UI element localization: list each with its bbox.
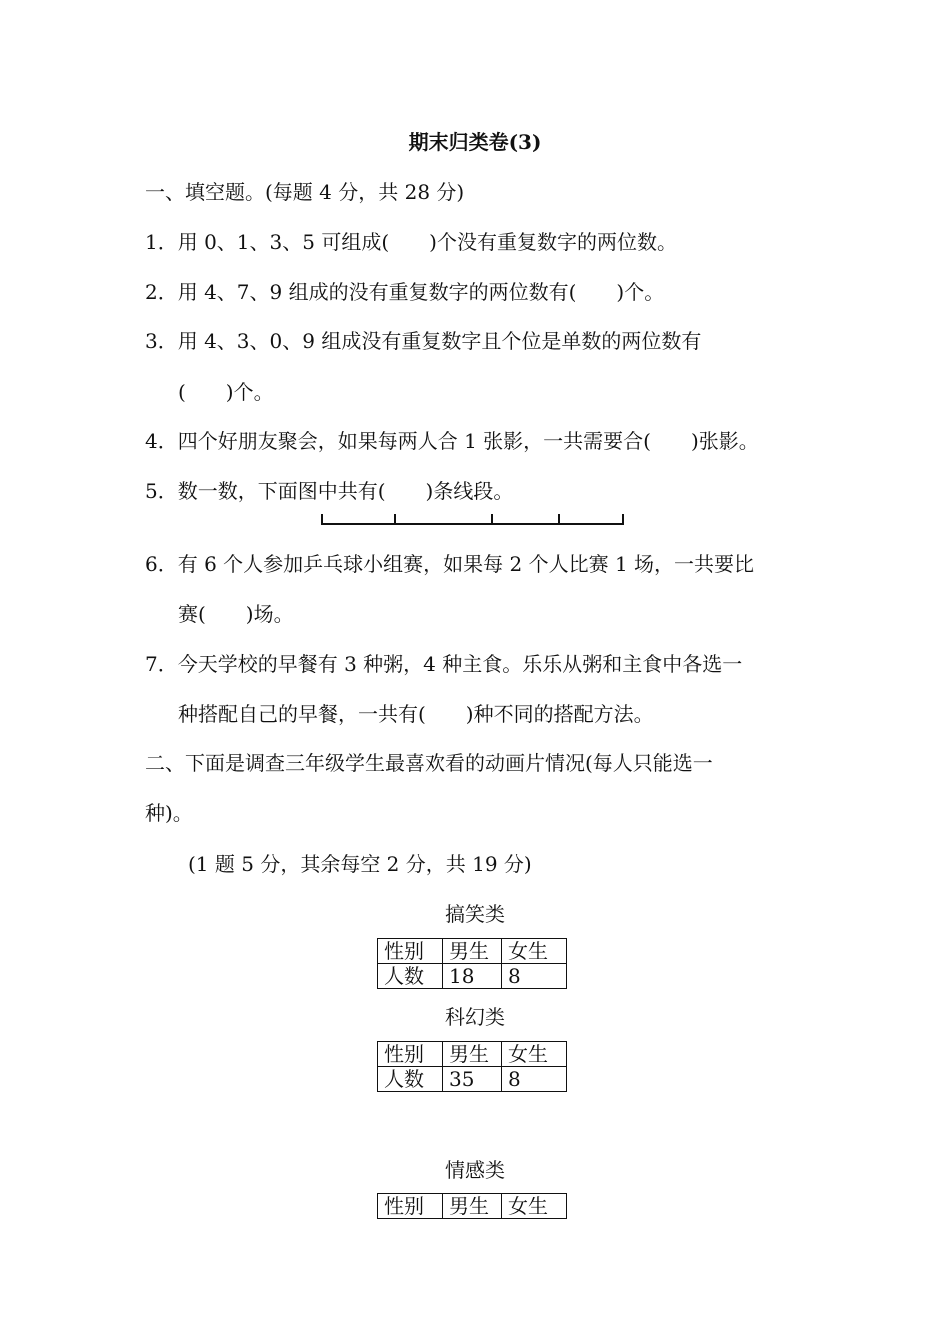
table-caption-emotion: 情感类 [445,1158,505,1182]
table-emotion [377,1193,567,1219]
line-segment-figure [320,512,625,528]
table-cell: 男生 [443,1194,502,1219]
table-cell: 人数 [378,964,443,989]
table-header-row [378,939,567,964]
table-cell: 女生 [502,939,567,964]
table-cell: 8 [502,1067,567,1092]
table-cell: 人数 [378,1067,443,1092]
question-2: 2．用 4、7、9 组成的没有重复数字的两位数有( )个。 [145,280,665,304]
table-cell: 35 [443,1067,502,1092]
question-6-line-1: 6．有 6 个人参加乒乓球小组赛，如果每 2 个人比赛 1 场，一共要比 [145,552,755,576]
table-header-row [378,1194,567,1219]
table-cell: 18 [443,964,502,989]
page-title: 期末归类卷(3) [408,130,542,154]
table-row [378,1067,567,1092]
section-2-heading-line-2: 种)。 [145,801,193,825]
question-1: 1．用 0、1、3、5 可组成( )个没有重复数字的两位数。 [145,230,677,254]
table-cell: 8 [502,964,567,989]
question-4: 4．四个好朋友聚会，如果每两人合 1 张影，一共需要合( )张影。 [145,429,759,453]
table-cell: 性别 [378,939,443,964]
question-3-line-2: ( )个。 [178,380,274,404]
table-cell: 男生 [443,939,502,964]
table-cell: 女生 [502,1042,567,1067]
question-7-line-1: 7．今天学校的早餐有 3 种粥，4 种主食。乐乐从粥和主食中各选一 [145,652,743,676]
section-1-heading: 一、填空题。(每题 4 分，共 28 分) [145,180,465,204]
question-3-line-1: 3．用 4、3、0、9 组成没有重复数字且个位是单数的两位数有 [145,329,702,353]
table-caption-scifi: 科幻类 [445,1005,505,1029]
section-2-heading-line-1: 二、下面是调查三年级学生最喜欢看的动画片情况(每人只能选一 [145,751,713,775]
table-scifi [377,1041,567,1092]
table-cell: 男生 [443,1042,502,1067]
question-5: 5．数一数，下面图中共有( )条线段。 [145,479,514,503]
question-6-line-2: 赛( )场。 [178,602,294,626]
table-cell: 女生 [502,1194,567,1219]
table-row [378,964,567,989]
table-cell: 性别 [378,1194,443,1219]
table-comedy [377,938,567,989]
table-caption-comedy: 搞笑类 [445,902,505,926]
table-cell: 性别 [378,1042,443,1067]
question-7-line-2: 种搭配自己的早餐，一共有( )种不同的搭配方法。 [178,702,654,726]
section-2-scoring: (1 题 5 分，其余每空 2 分，共 19 分) [188,852,532,876]
table-header-row [378,1042,567,1067]
